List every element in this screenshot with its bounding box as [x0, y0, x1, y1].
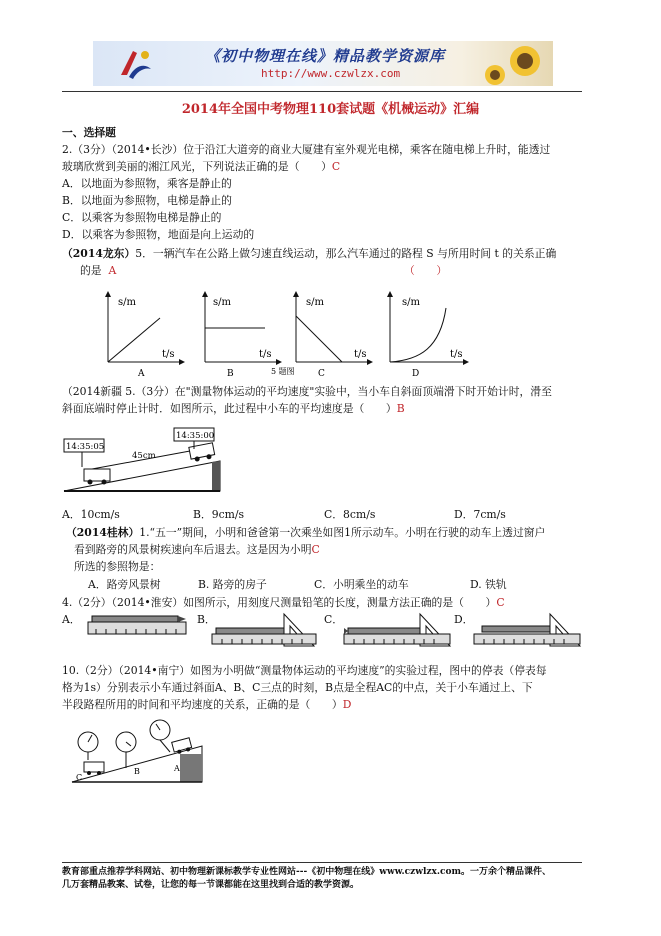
stopwatch-figure [70, 716, 205, 786]
q1g-option-c: C．小明乘坐的动车 [314, 578, 409, 591]
graph-a-letter: A [138, 369, 145, 378]
footer-line1: 教育部重点推荐学科网站、初中物理新课标教学专业性网站---《初中物理在线》www.czwlzx.com。一万余个精品课件、 [62, 867, 552, 877]
section-heading: 一、选择题 [62, 126, 116, 139]
graph-d-ylabel: s/m [402, 297, 420, 308]
q5x-line2: 斜面底端时停止计时．如图所示，此过程中小车的平均速度是（ ）B [62, 402, 405, 415]
footer-line2: 几万套精品教案、试卷，让您的每一节课都能在这里找到合适的教学资源。 [62, 880, 360, 890]
q4-letter-d: D． [454, 613, 474, 626]
graph-b-letter: B [227, 369, 234, 378]
time-end-label: 14:35:05 [66, 442, 105, 452]
q4-answer: C [496, 596, 505, 609]
sunflower-icon [481, 41, 553, 86]
fig-label: 5 题图 [271, 367, 295, 376]
q4-letter-b: B． [197, 613, 216, 626]
graph-b [205, 292, 295, 378]
point-b-label: B [134, 767, 140, 776]
q5l-line2: 的是 A [80, 264, 117, 277]
q2-line2: 玻璃欣赏到美丽的湘江风光，下列说法正确的是（ ）C [62, 160, 341, 173]
q5x-option-b: B．9cm/s [193, 508, 245, 521]
distance-label: 45cm [132, 451, 156, 461]
q5l-blank: （ ） [404, 264, 448, 277]
graph-d-letter: D [412, 369, 420, 378]
q10-line2: 格为1s）分别表示小车通过斜面A、B、C三点的时刻，B点是全程AC的中点，关于小车通过上、下 [62, 681, 533, 694]
graph-b-xlabel: t/s [259, 349, 272, 360]
q4-letter-c: C． [324, 613, 344, 626]
graph-c [296, 292, 372, 378]
q2-option-a: A．以地面为参照物，乘客是静止的 [62, 177, 232, 190]
q10-answer: D [342, 698, 352, 711]
q5x-line1: （2014新疆 5.（3分）在"测量物体运动的平均速度"实验中，当小车自斜面顶端滑下时开始计时，滑至 [62, 385, 552, 398]
q2-line1: 2.（3分）（2014•长沙）位于沿江大道旁的商业大厦建有室外观光电梯，乘客在随电梯上升时，能透过 [62, 143, 551, 156]
ruler-figure-a [86, 612, 190, 650]
q2-answer: C [331, 160, 341, 173]
time-start-label: 14:35:00 [176, 431, 215, 441]
q5x-option-a: A．10cm/s [62, 508, 120, 521]
q2-option-c: C．以乘客为参照物电梯是静止的 [62, 211, 222, 224]
point-a-label: A [174, 764, 180, 773]
q5l-line1: （2014龙东）5．一辆汽车在公路上做匀速直线运动，那么汽车通过的路程 S 与所用时间 t 的关系正确 [62, 247, 557, 260]
doc-title: 2014年全国中考物理110套试题《机械运动》汇编 [181, 102, 480, 117]
q2-option-d: D．以乘客为参照物，地面是向上运动的 [62, 228, 255, 241]
q10-line1: 10.（2分）（2014•南宁）如图为小明做“测量物体运动的平均速度”的实验过程，图中的停表（停表每 [62, 664, 547, 677]
q5l-answer: A [108, 264, 117, 277]
header-banner [93, 41, 553, 86]
q5x-option-c: C．8cm/s [324, 508, 376, 521]
q1g-line3: 所选的参照物是： [74, 560, 161, 573]
q5x-option-d: D．7cm/s [454, 508, 506, 521]
graph-d [390, 292, 468, 378]
graph-c-ylabel: s/m [306, 297, 324, 308]
ruler-figure-c [342, 610, 454, 652]
q10-line3: 半段路程所用的时间和平均速度的关系，正确的是（ ）D [62, 698, 352, 711]
q1g-answer: C [311, 543, 320, 556]
graph-b-ylabel: s/m [213, 297, 231, 308]
graph-a [108, 292, 184, 378]
banner-title: 《初中物理在线》精品教学资源库 [205, 47, 446, 65]
q4-letter-a: A． [62, 613, 81, 626]
graph-a-xlabel: t/s [162, 349, 175, 360]
q2-option-b: B．以地面为参照物，电梯是静止的 [62, 194, 232, 207]
q1g-option-b: B. 路旁的房子 [198, 578, 267, 591]
header-rule [62, 91, 582, 92]
graph-d-xlabel: t/s [450, 349, 463, 360]
stopwatch-icon [78, 720, 170, 752]
q1g-line2: 看到路旁的风景树疾速向车后退去。这是因为小明C [74, 543, 320, 556]
q1g-option-a: A．路旁风景树 [88, 578, 161, 591]
incline-figure [62, 425, 232, 497]
ruler-figure-d [472, 610, 584, 652]
q5x-answer: B [396, 402, 405, 415]
banner-url: http://www.czwlzx.com [261, 67, 401, 80]
q5l-graphs [90, 288, 490, 378]
footer-rule [62, 862, 582, 863]
footer [62, 866, 551, 892]
graph-c-xlabel: t/s [354, 349, 367, 360]
logo-icon [115, 45, 155, 83]
point-c-label: C [76, 773, 83, 782]
q4-line1: 4.（2分）（2014•淮安）如图所示，用刻度尺测量铅笔的长度，测量方法正确的是（ ）C [62, 596, 505, 609]
graph-c-letter: C [318, 369, 325, 378]
ruler-figure-b [210, 610, 320, 652]
graph-a-ylabel: s/m [118, 297, 136, 308]
q1g-line1: （2014桂林）1.“五一”期间，小明和爸爸第一次乘坐如图1所示动车。小明在行驶的动车上透过窗户 [66, 526, 546, 539]
q1g-option-d: D. 铁轨 [470, 578, 507, 591]
